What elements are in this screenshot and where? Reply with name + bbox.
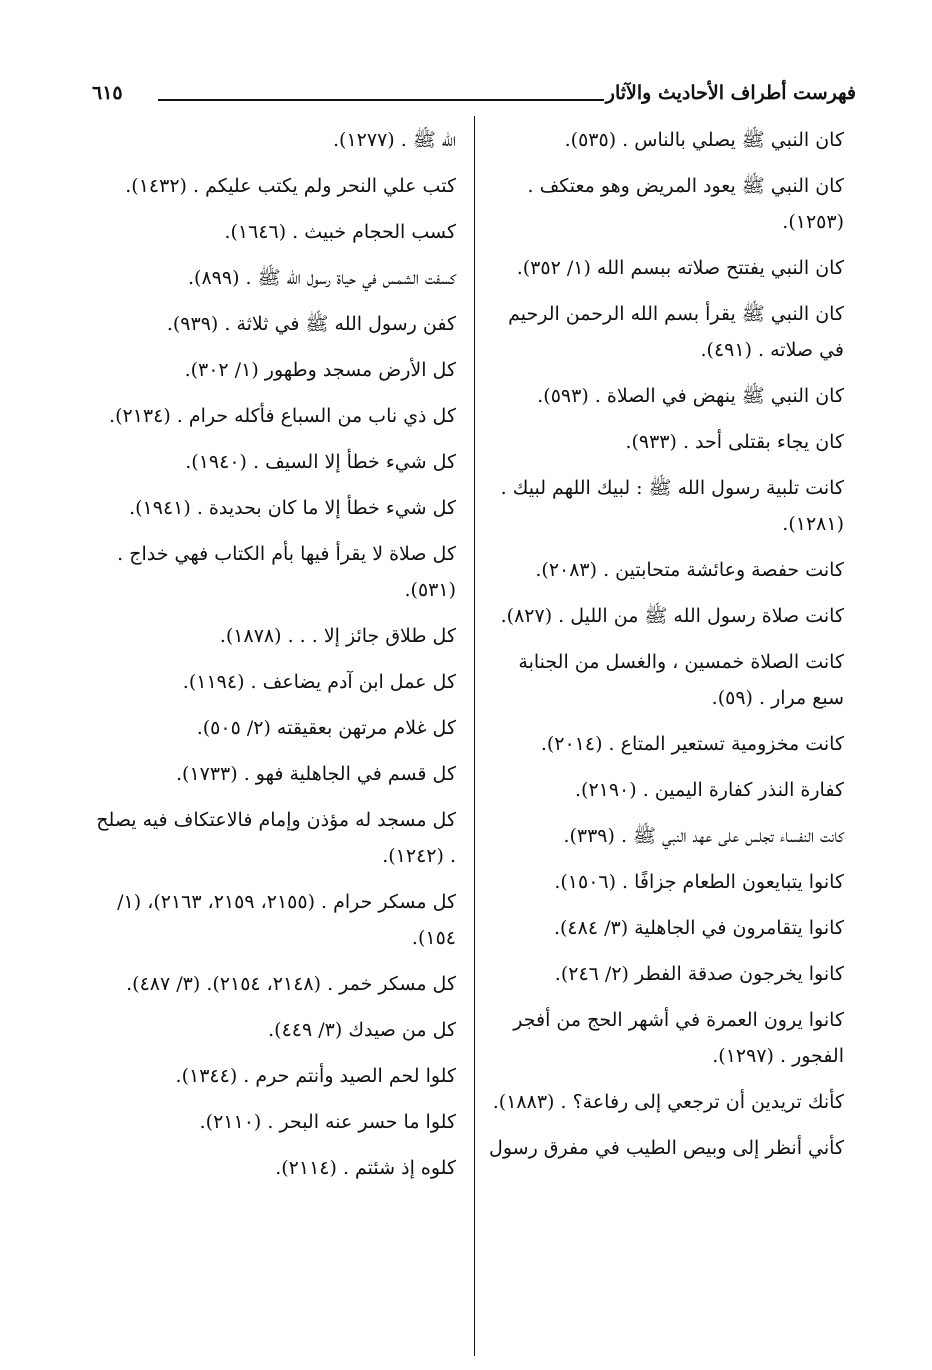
index-entry: كل مسكر خمر . (٢١٤٨، ٢١٥٤). (٣/ ٤٨٧). bbox=[126, 973, 456, 995]
index-entry: كسب الحجام خبيث . (١٦٤٦). bbox=[224, 221, 456, 243]
header-rule bbox=[158, 99, 604, 101]
index-entry: كان النبي ﷺ ينهض في الصلاة . (٥٩٣). bbox=[537, 385, 844, 407]
index-entry: كسفت الشمس في حياة رسول الله ﷺ . (٨٩٩). bbox=[187, 267, 456, 289]
index-entry: كلوا ما حسر عنه البحر . (٢١١٠). bbox=[199, 1111, 456, 1133]
index-entry: كل مسجد له مؤذن وإمام فالاعتكاف فيه يصلح . (١٢٤٢). bbox=[96, 809, 456, 867]
running-title: فهرست أطراف الأحاديث والآثار bbox=[605, 82, 856, 104]
index-entry: كأنك تريدين أن ترجعي إلى رفاعة؟ . (١٨٨٣). bbox=[492, 1091, 844, 1113]
index-entry: كل عمل ابن آدم يضاعف . (١١٩٤). bbox=[182, 671, 456, 693]
index-entry: كانت مخزومية تستعير المتاع . (٢٠١٤). bbox=[540, 733, 844, 755]
index-entry: كان يجاء بقتلى أحد . (٩٣٣). bbox=[625, 431, 844, 453]
index-entry: كل صلاة لا يقرأ فيها بأم الكتاب فهي خداج . (٥٣١). bbox=[117, 543, 456, 601]
index-entry: كانت النفساء تجلس على عهد النبي ﷺ . (٣٣٩). bbox=[563, 825, 844, 847]
index-entry: كانت حفصة وعائشة متحابتين . (٢٠٨٣). bbox=[535, 559, 844, 581]
index-entry: كل الأرض مسجد وطهور (١/ ٣٠٢). bbox=[184, 359, 456, 381]
index-entry: كأني أنظر إلى وبيص الطيب في مفرق رسول bbox=[489, 1137, 844, 1159]
index-entry: كانوا يرون العمرة في أشهر الحج من أفجر الفجور . (١٢٩٧). bbox=[513, 1009, 844, 1067]
index-entry: كان النبي ﷺ يقرأ بسم الله الرحمن الرحيم في صلاته . (٤٩١). bbox=[508, 303, 844, 361]
index-entry: كلوا لحم الصيد وأنتم حرم . (١٣٤٤). bbox=[175, 1065, 456, 1087]
index-entry: كفن رسول الله ﷺ في ثلاثة . (٩٣٩). bbox=[166, 313, 456, 335]
left-column bbox=[92, 122, 456, 1196]
index-entry: كل مسكر حرام . (٢١٥٥، ٢١٥٩، ٢١٦٣)، (١/ ١٥٤). bbox=[117, 891, 456, 949]
index-entry: كانوا يخرجون صدقة الفطر (٢/ ٢٤٦). bbox=[554, 963, 844, 985]
index-entry: كل طلاق جائز إلا . . . (١٨٧٨). bbox=[219, 625, 456, 647]
index-entry: كل غلام مرتهن بعقيقته (٢/ ٥٠٥). bbox=[196, 717, 456, 739]
index-entry: الله ﷺ . (١٢٧٧). bbox=[333, 129, 456, 151]
index-entry: كل قسم في الجاهلية فهو . (١٧٣٣). bbox=[175, 763, 456, 785]
index-entry: كل من صيدك (٣/ ٤٤٩). bbox=[268, 1019, 456, 1041]
right-column bbox=[484, 122, 844, 1176]
index-entry: كانوا يتبايعون الطعام جزافًا . (١٥٠٦). bbox=[554, 871, 844, 893]
index-entry: كان النبي ﷺ يصلي بالناس . (٥٣٥). bbox=[564, 129, 844, 151]
index-entry: كان النبي ﷺ يعود المريض وهو معتكف . (١٢٥٣). bbox=[527, 175, 844, 233]
index-entry: كلوه إذ شئتم . (٢١١٤). bbox=[275, 1157, 456, 1179]
index-entry: كان النبي يفتتح صلاته ببسم الله (١/ ٣٥٢). bbox=[516, 257, 844, 279]
page-number: ٦١٥ bbox=[92, 82, 123, 104]
index-entry: كانت صلاة رسول الله ﷺ من الليل . (٨٢٧). bbox=[500, 605, 844, 627]
index-entry: كتب علي النحر ولم يكتب عليكم . (١٤٣٢). bbox=[125, 175, 456, 197]
index-entry: كفارة النذر كفارة اليمين . (٢١٩٠). bbox=[574, 779, 844, 801]
column-divider bbox=[474, 116, 475, 1356]
index-entry: كانت تلبية رسول الله ﷺ : لبيك اللهم لبيك . (١٢٨١). bbox=[500, 477, 844, 535]
index-entry: كل ذي ناب من السباع فأكله حرام . (٢١٣٤). bbox=[109, 405, 456, 427]
index-entry: كل شيء خطأ إلا ما كان بحديدة . (١٩٤١). bbox=[129, 497, 456, 519]
page-header bbox=[92, 80, 856, 116]
index-entry: كل شيء خطأ إلا السيف . (١٩٤٠). bbox=[185, 451, 456, 473]
index-entry: كانوا يتقامرون في الجاهلية (٣/ ٤٨٤). bbox=[553, 917, 844, 939]
index-entry: كانت الصلاة خمسين ، والغسل من الجنابة سبع مرار . (٥٩). bbox=[518, 651, 844, 709]
